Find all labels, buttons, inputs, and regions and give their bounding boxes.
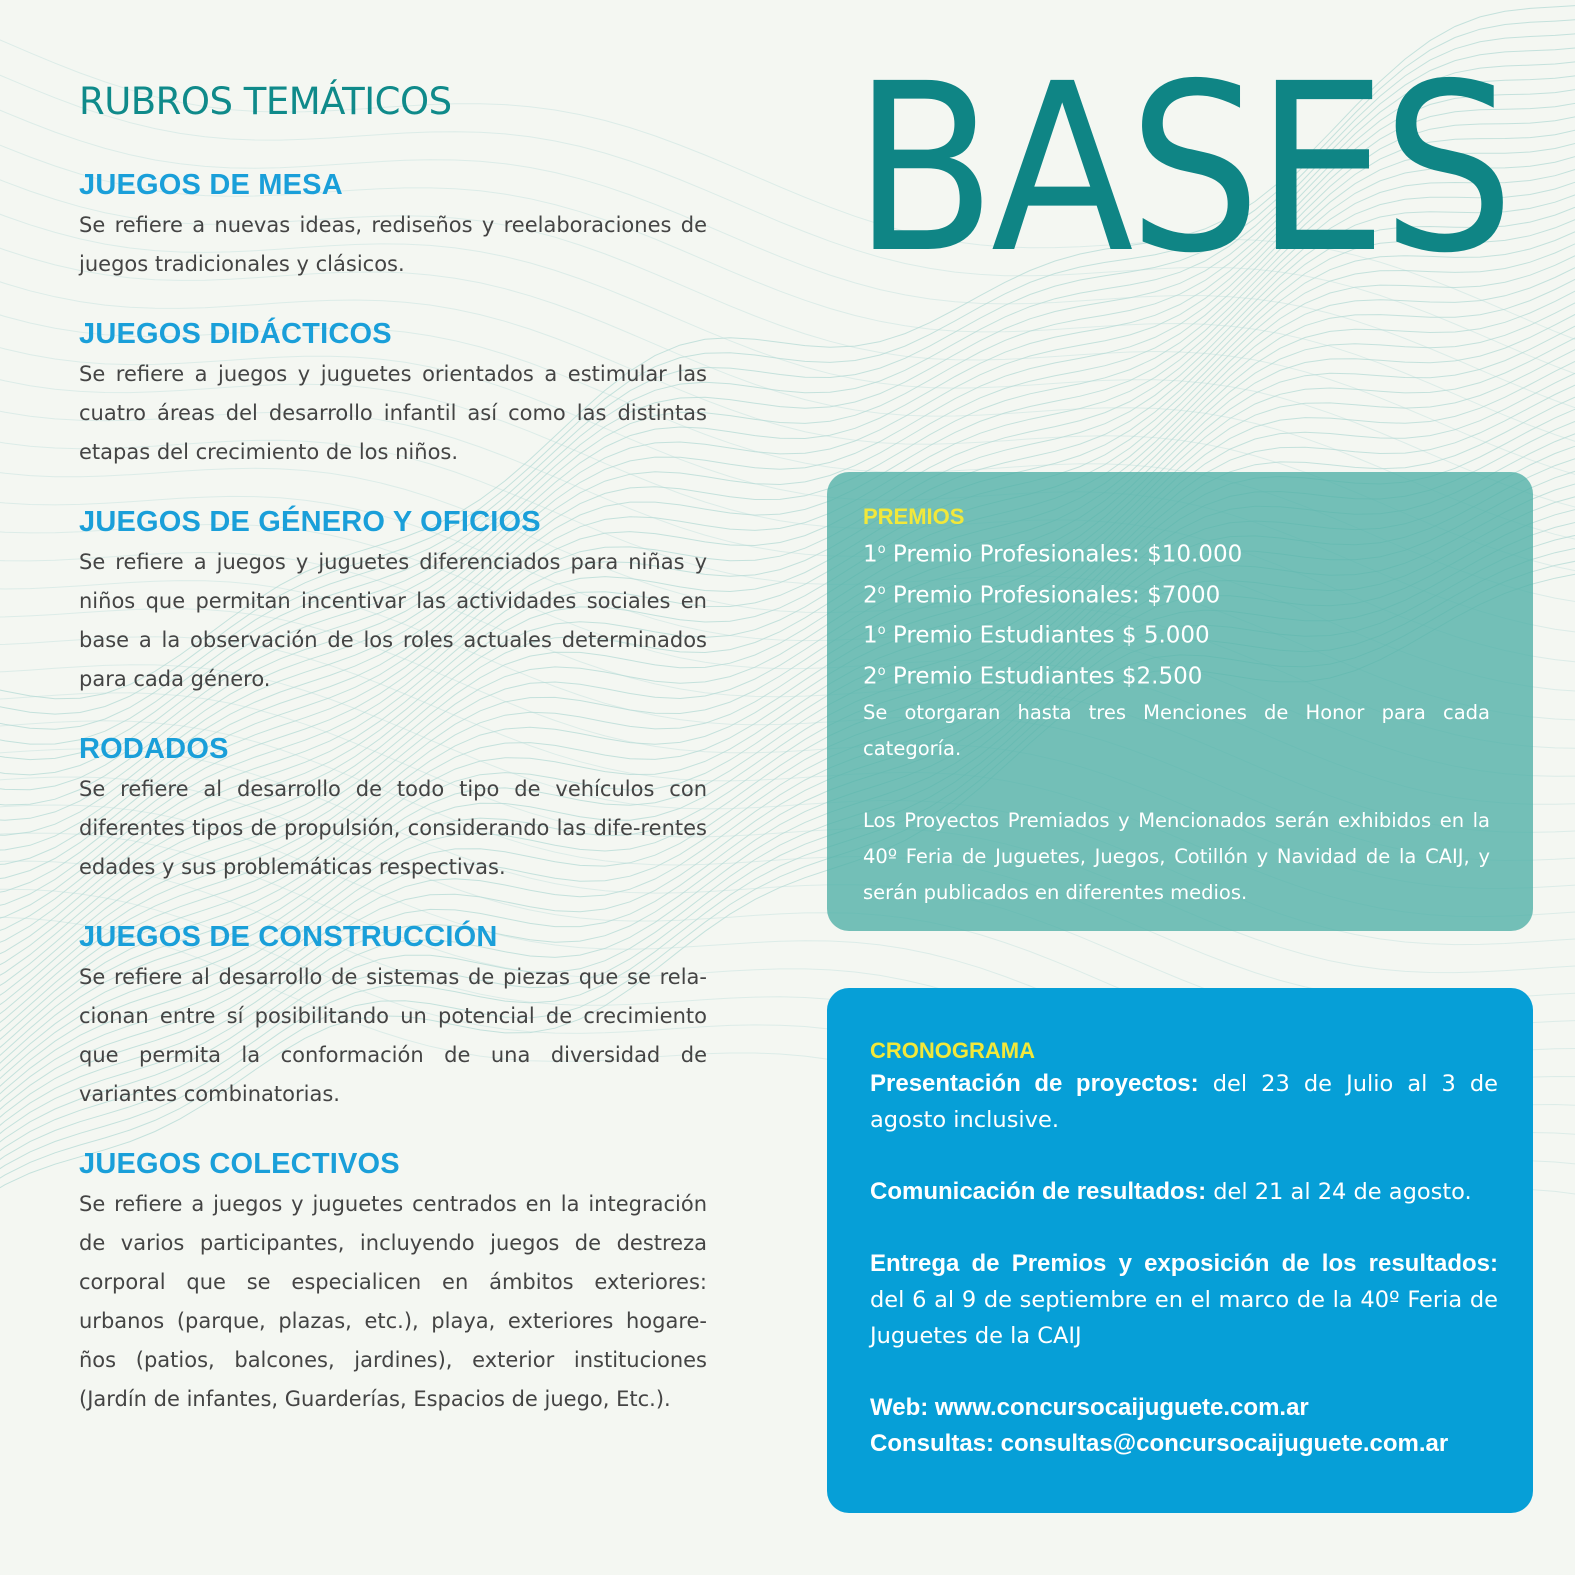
rubro-name: RODADOS xyxy=(79,733,229,765)
rubro-juegos-de-genero xyxy=(79,506,707,699)
cronograma-heading: CRONOGRAMA xyxy=(870,1038,1035,1063)
premios-heading: PREMIOS xyxy=(863,504,965,529)
rubros-column xyxy=(79,80,707,1453)
cronograma-item: Entrega de Premios y exposición de los resultados: del 6 al 9 de septiembre en el marco de la 40º Feria de Juguetes de la CAIJ xyxy=(870,1250,1498,1349)
cronograma-box xyxy=(827,988,1533,1513)
rubro-name: JUEGOS DE CONSTRUCCIÓN xyxy=(79,921,498,953)
cronograma-item: Comunicación de resultados: del 21 al 24 de agosto. xyxy=(870,1178,1472,1205)
rubro-description: Se refiere a juegos y juguetes orientados a estimular las cuatro áreas del desarrollo infantil así como las distintas etapas del crecimiento de los niños. xyxy=(79,362,707,464)
web-link[interactable]: Web: www.concursocaijuguete.com.ar xyxy=(870,1394,1309,1421)
rubro-name: JUEGOS DE MESA xyxy=(79,169,343,201)
rubro-juegos-de-mesa xyxy=(79,169,707,284)
rubro-description: Se refiere a nuevas ideas, rediseños y reelaboraciones de juegos tradicionales y clásicos. xyxy=(79,213,707,276)
rubro-description: Se refiere al desarrollo de sistemas de piezas que se rela-cionan entre sí posibilitando un potencial de crecimiento que permita la conformación de una diversidad de variantes combinatorias. xyxy=(79,965,707,1106)
rubros-title: RUBROS TEMÁTICOS xyxy=(79,80,452,123)
bases-title: BASES xyxy=(853,34,1510,304)
prize-line: 2$^o$ Premio Profesionales: $7000 xyxy=(863,582,1221,609)
mentions-note: Se otorgaran hasta tres Menciones de Honor para cada categoría. xyxy=(863,700,1490,760)
premios-box xyxy=(827,472,1533,931)
rubro-description: Se refiere a juegos y juguetes diferenciados para niñas y niños que permitan incentivar las actividades sociales en base a la observación de los roles actuales determinados para cada género. xyxy=(79,550,707,691)
rubro-rodados xyxy=(79,733,707,887)
prize-line: 1$^o$ Premio Estudiantes $ 5.000 xyxy=(863,622,1210,649)
rubro-name: JUEGOS DE GÉNERO Y OFICIOS xyxy=(79,506,541,538)
rubro-juegos-de-construccion xyxy=(79,921,707,1114)
rubro-name: JUEGOS DIDÁCTICOS xyxy=(79,318,392,350)
exhibit-note: Los Proyectos Premiados y Mencionados serán exhibidos en la 40º Feria de Juguetes, Juegos, Cotillón y Navidad de la CAIJ, y serán publicados en diferentes medios. xyxy=(863,808,1490,904)
prize-line: 2$^o$ Premio Estudiantes $2.500 xyxy=(863,663,1203,690)
prize-line: 1$^o$ Premio Profesionales: $10.000 xyxy=(863,541,1243,568)
rubro-juegos-colectivos xyxy=(79,1148,707,1419)
rubro-description: Se refiere a juegos y juguetes centrados en la integración de varios participantes, incluyendo juegos de destreza corporal que se especialicen en ámbitos exteriores: urbanos (parque, plazas, etc.), playa, exteriores hogare-ños (patios, balcones, jardines), exterior instituciones (Jardín de infantes, Guarderías, Espacios de juego, Etc.). xyxy=(79,1192,707,1411)
rubro-description: Se refiere al desarrollo de todo tipo de vehículos con diferentes tipos de propulsión, considerando las dife-rentes edades y sus problemáticas respectivas. xyxy=(79,777,707,879)
rubro-name: JUEGOS COLECTIVOS xyxy=(79,1148,400,1180)
consultas-email[interactable]: Consultas: consultas@concursocaijuguete.com.ar xyxy=(870,1430,1449,1457)
rubro-juegos-didacticos xyxy=(79,318,707,472)
cronograma-item: Presentación de proyectos: del 23 de Julio al 3 de agosto inclusive. xyxy=(870,1070,1499,1133)
